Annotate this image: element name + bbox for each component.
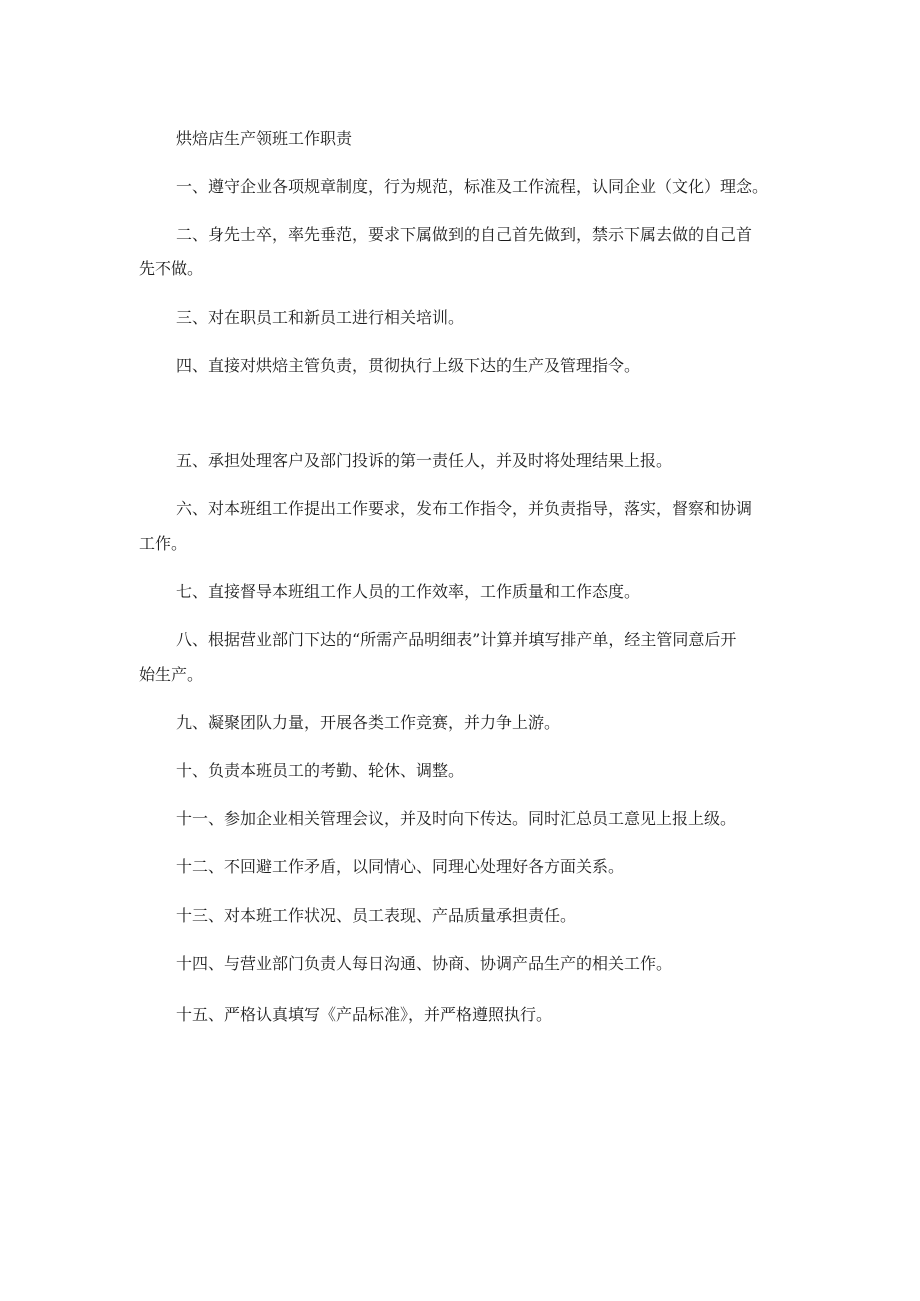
duty-item-11: 十一、参加企业相关管理会议，并及时向下传达。同时汇总员工意见上报上级。 bbox=[176, 809, 737, 828]
duty-item-2: 二、身先士卒，率先垂范，要求下属做到的自己首先做到，禁示下属去做的自己首 bbox=[176, 225, 753, 244]
duty-item-10: 十、负责本班员工的考勤、轮休、调整。 bbox=[176, 761, 465, 780]
duty-item-6: 六、对本班组工作提出工作要求，发布工作指令，并负责指导，落实，督察和协调 bbox=[176, 499, 753, 518]
duty-item-7: 七、直接督导本班组工作人员的工作效率，工作质量和工作态度。 bbox=[176, 582, 641, 601]
duty-item-15: 十五、严格认真填写《产品标准》，并严格遵照执行。 bbox=[176, 1005, 553, 1024]
duty-item-14: 十四、与营业部门负责人每日沟通、协商、协调产品生产的相关工作。 bbox=[176, 954, 673, 973]
duty-item-4: 四、直接对烘焙主管负责，贯彻执行上级下达的生产及管理指令。 bbox=[176, 356, 641, 375]
duty-item-1: 一、遵守企业各项规章制度，行为规范，标准及工作流程，认同企业（文化）理念。 bbox=[176, 177, 769, 196]
duty-item-5: 五、承担处理客户及部门投诉的第一责任人，并及时将处理结果上报。 bbox=[176, 451, 673, 470]
duty-item-6-continuation: 工作。 bbox=[139, 534, 188, 553]
duty-item-9: 九、凝聚团队力量，开展各类工作竞赛，并力争上游。 bbox=[176, 713, 561, 732]
duty-item-12: 十二、不回避工作矛盾，以同情心、同理心处理好各方面关系。 bbox=[176, 857, 625, 876]
duty-item-8: 八、根据营业部门下达的“所需产品明细表”计算并填写排产单，经主管同意后开 bbox=[176, 630, 737, 649]
document-title: 烘焙店生产领班工作职责 bbox=[176, 129, 353, 148]
duty-item-13: 十三、对本班工作状况、员工表现、产品质量承担责任。 bbox=[176, 906, 577, 925]
duty-item-8-continuation: 始生产。 bbox=[139, 665, 204, 684]
duty-item-3: 三、对在职员工和新员工进行相关培训。 bbox=[176, 308, 465, 327]
duty-item-2-continuation: 先不做。 bbox=[139, 259, 204, 278]
